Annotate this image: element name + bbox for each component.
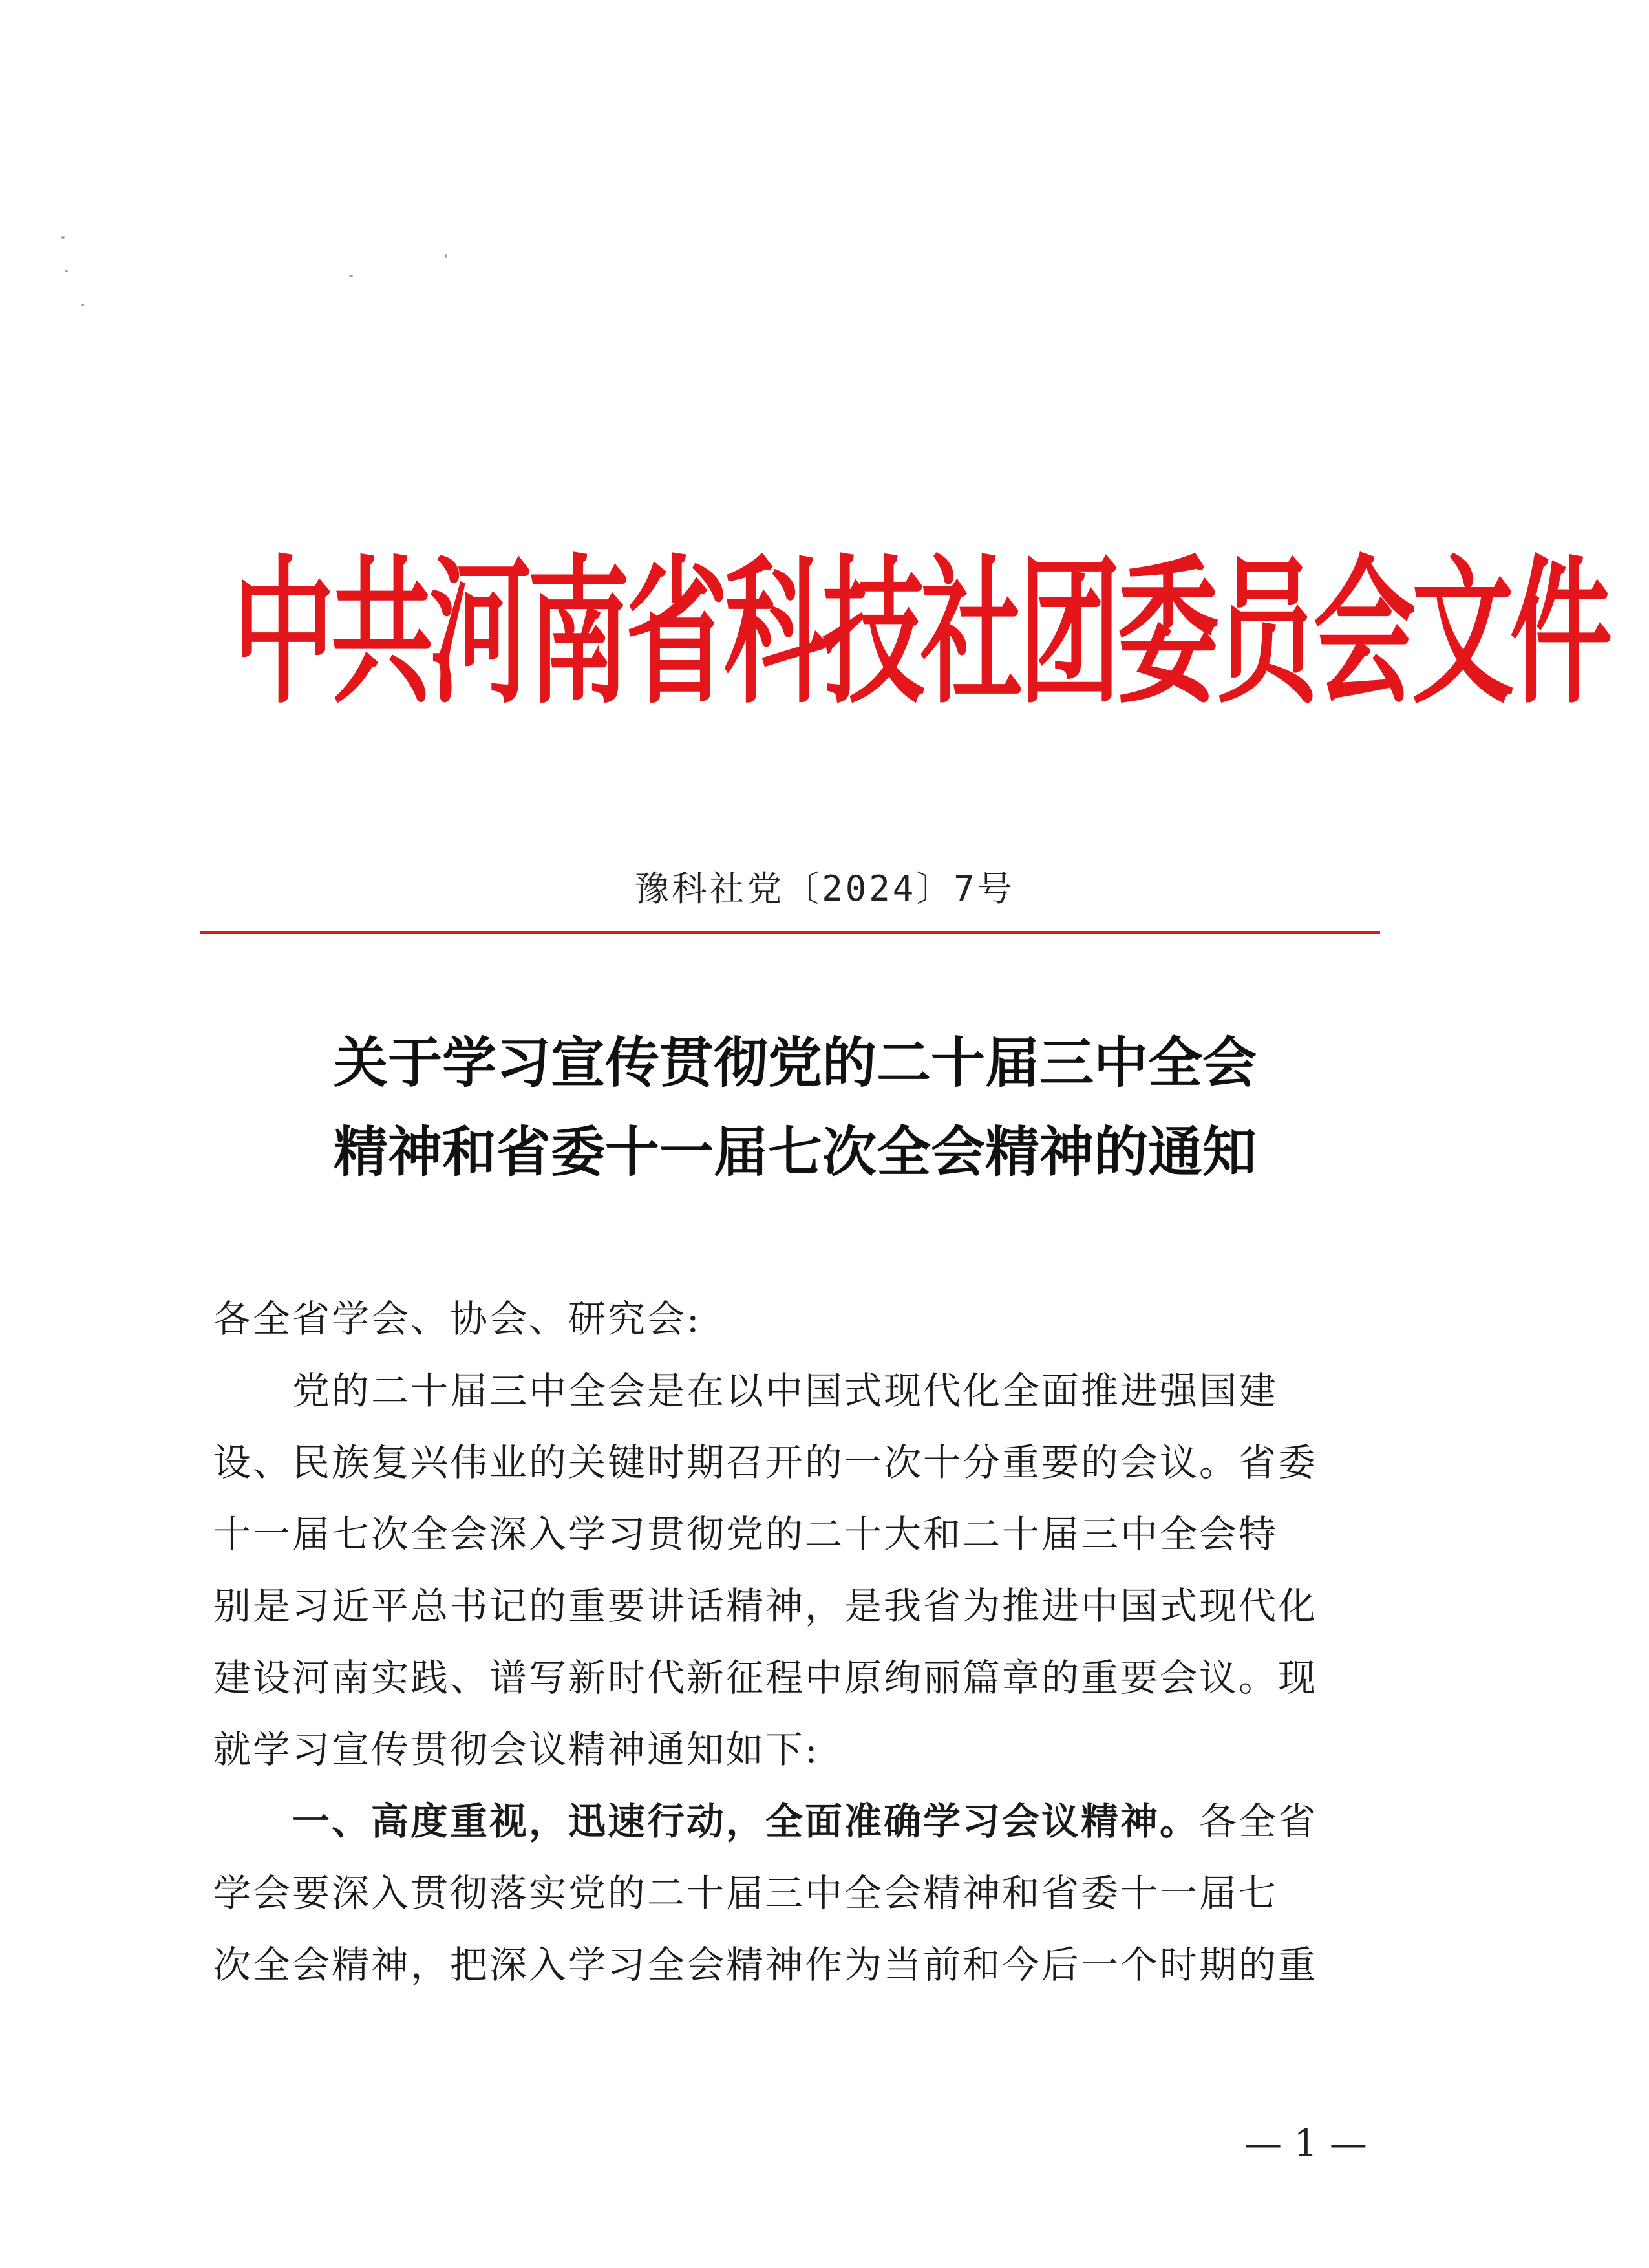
paragraph-line: 十一届七次全会深入学习贯彻党的二十大和二十届三中全会特: [213, 1512, 1279, 1556]
body-text: [213, 1283, 1377, 2001]
red-divider-line: [200, 931, 1380, 934]
section-1-text-start: 各全省: [1199, 1799, 1318, 1843]
paragraph-line: 设、民族复兴伟业的关键时期召开的一次十分重要的会议。省委: [213, 1440, 1318, 1484]
scan-speck: [65, 270, 68, 272]
section-1-heading: 一、高度重视，迅速行动，全面准确学习会议精神。: [292, 1799, 1200, 1843]
scan-speck: [445, 254, 447, 258]
notice-title-line-1: 关于学习宣传贯彻党的二十届三中全会: [333, 1031, 1257, 1095]
document-number: 豫科社党〔2024〕7号: [634, 868, 1015, 909]
section-1-first-line: [213, 1786, 1377, 1857]
scan-speck: [349, 275, 353, 277]
paragraph-line: 党的二十届三中全会是在以中国式现代化全面推进强国建: [292, 1369, 1279, 1413]
page-number: — 1 —: [1244, 2121, 1367, 2165]
scan-speck: [81, 304, 85, 306]
notice-title-line-2: 精神和省委十一届七次全会精神的通知: [333, 1120, 1257, 1184]
paragraph-line: 建设河南实践、谱写新时代新征程中原绚丽篇章的重要会议。现: [213, 1656, 1318, 1700]
paragraph-line: 就学习宣传贯彻会议精神通知如下:: [213, 1728, 820, 1771]
paragraph-line: 次全会精神，把深入学习全会精神作为当前和今后一个时期的重: [213, 1943, 1318, 1987]
paragraph-line: 学会要深入贯彻落实党的二十届三中全会精神和省委十一届七: [213, 1871, 1279, 1915]
issuer-header: 中共河南省科技社团委员会文件: [233, 541, 1608, 726]
addressee: 各全省学会、协会、研究会:: [213, 1297, 701, 1341]
notice-title: [194, 1018, 1396, 1197]
scan-speck: [61, 236, 65, 239]
paragraph-line: 别是习近平总书记的重要讲话精神，是我省为推进中国式现代化: [213, 1584, 1318, 1628]
